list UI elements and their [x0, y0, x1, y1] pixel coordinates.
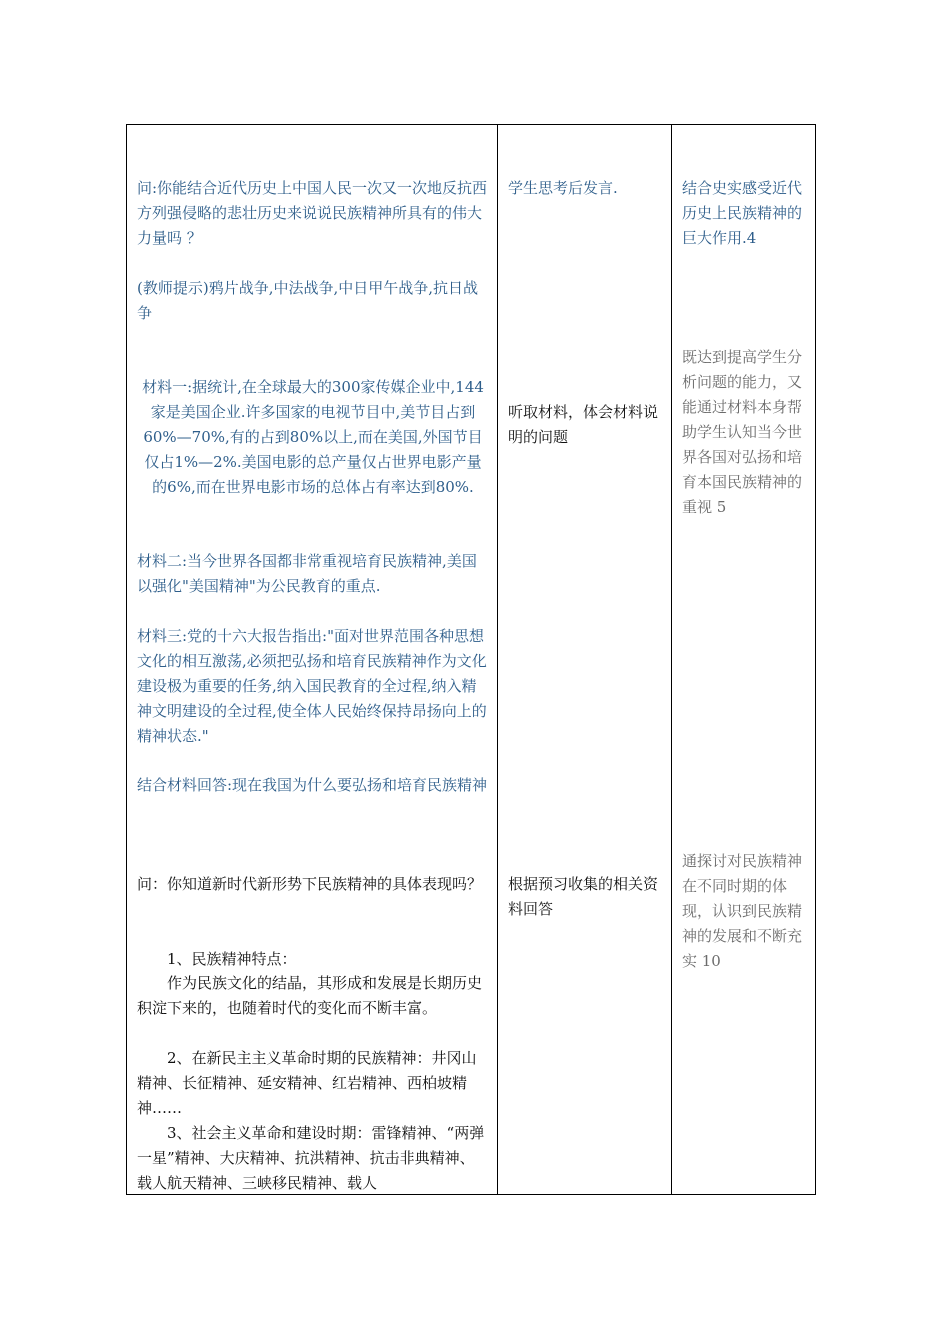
- design-intent-3: 通探讨对民族精神在不同时期的体现，认识到民族精神的发展和不断充实 10: [682, 852, 803, 970]
- question-national-spirit-power: 问:你能结合近代历史上中国人民一次又一次地反抗西方列强侵略的悲壮历史来说说民族精神所具有的伟大力量吗 ？: [137, 179, 488, 247]
- point-3-text: 3、社会主义革命和建设时期：雷锋精神、“两弹一星”精神、大庆精神、抗洪精神、抗击非典精神、载人航天精神、三峡移民精神、载人: [137, 1124, 485, 1192]
- material-two: 材料二:当今世界各国都非常重视培育民族精神,美国以强化"美国精神"为公民教育的重点.: [137, 552, 477, 595]
- student-activity-column: [498, 125, 671, 1194]
- material-question: 结合材料回答:现在我国为什么要弘扬和培育民族精神: [137, 776, 488, 794]
- design-intent-column: [672, 125, 816, 1194]
- student-answer-2: 听取材料，体会材料说明的问题: [508, 403, 659, 446]
- student-answer-1: 学生思考后发言.: [508, 179, 618, 197]
- student-answer-3: 根据预习收集的相关资料回答: [508, 875, 659, 918]
- point-1-text: 作为民族文化的结晶，其形成和发展是长期历史积淀下来的，也随着时代的变化而不断丰富。: [137, 974, 483, 1017]
- teacher-activity-column: [127, 125, 497, 1194]
- point-2-text: 2、在新民主主义革命时期的民族精神：井冈山精神、长征精神、延安精神、红岩精神、西柏坡精神……: [137, 1049, 477, 1117]
- design-intent-2: 既达到提高学生分析问题的能力，又能通过材料本身帮助学生认知当今世界各国对弘扬和培育本国民族精神的重视 5: [682, 348, 803, 516]
- material-one: 材料一:据统计,在全球最大的300家传媒企业中,144家是美国企业.许多国家的电视节目中,美节目占到60%—70%,有的占到80%以上,而在美国,外国节目仅占1%—2%.美国电影的总产量仅占世界电影产量的6%,而在世界电影市场的总体占有率达到80%.: [142, 378, 484, 496]
- question-new-era: 问：你知道新时代新形势下民族精神的具体表现吗？: [137, 875, 483, 893]
- lesson-table: [126, 124, 816, 1195]
- material-three: 材料三:党的十六大报告指出:"面对世界范围各种思想文化的相互激荡,必须把弘扬和培育民族精神作为文化建设极为重要的任务,纳入国民教育的全过程,纳入精神文明建设的全过程,使全体人民始终保持昂扬向上的精神状态.": [137, 627, 487, 745]
- design-intent-1: 结合史实感受近代历史上民族精神的巨大作用.4: [682, 179, 803, 247]
- point-1-heading: 1、民族精神特点：: [167, 950, 297, 968]
- teacher-hint: (教师提示)鸦片战争,中法战争,中日甲午战争,抗日战争: [137, 279, 479, 322]
